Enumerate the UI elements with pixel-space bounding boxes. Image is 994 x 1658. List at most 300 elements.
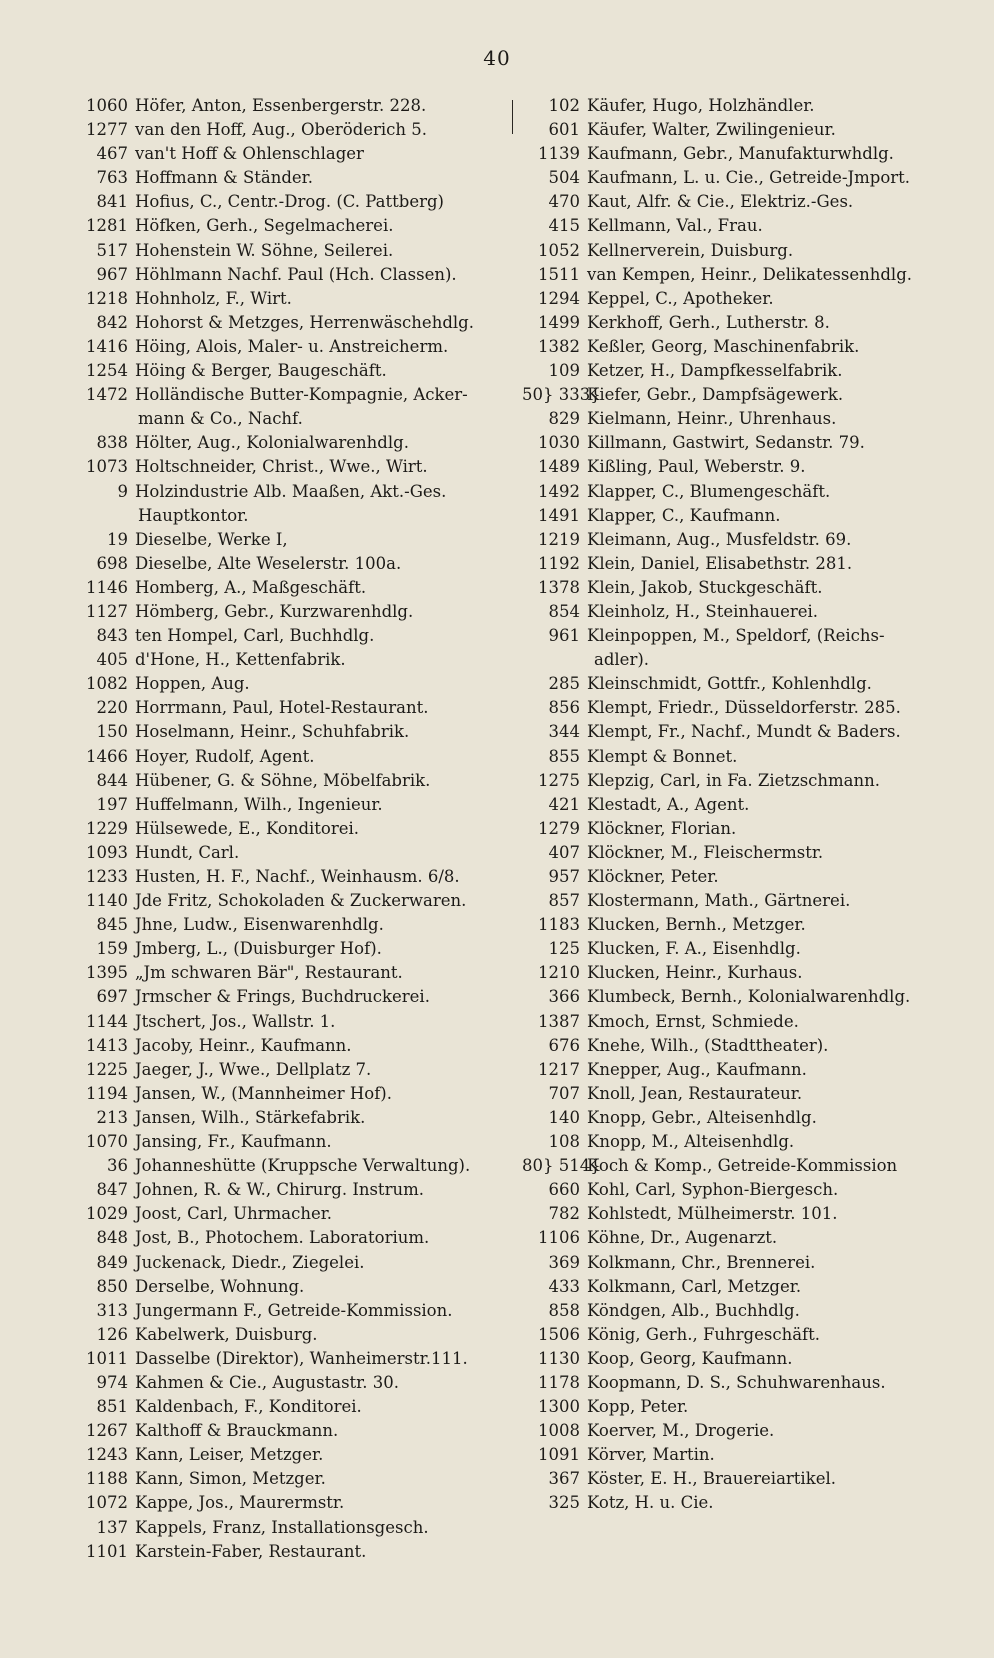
entry-number: 1217 — [538, 1059, 580, 1079]
directory-entry — [522, 1010, 972, 1034]
directory-entry — [66, 311, 526, 335]
entry-text: Kerkhoff, Gerh., Lutherstr. 8. — [587, 312, 830, 332]
directory-entry — [522, 528, 972, 552]
entry-number: 1093 — [86, 842, 128, 862]
entry-number: 697 — [96, 987, 128, 1007]
directory-entry — [66, 1540, 526, 1564]
directory-entry — [522, 985, 972, 1009]
directory-entry — [522, 504, 972, 528]
entry-number: 763 — [96, 168, 128, 188]
directory-entry — [522, 1106, 972, 1130]
entry-number: 325 — [548, 1493, 580, 1513]
entry-number: 1101 — [86, 1541, 128, 1561]
entry-number: 1277 — [86, 120, 128, 140]
entry-text: Koopmann, D. S., Schuhwarenhaus. — [587, 1372, 886, 1392]
entry-text: Kleinschmidt, Gottfr., Kohlenhdlg. — [587, 674, 872, 694]
entry-text: Klucken, Bernh., Metzger. — [587, 915, 806, 935]
directory-entry — [66, 1010, 526, 1034]
directory-entry — [66, 1178, 526, 1202]
entry-text: Kellnerverein, Duisburg. — [587, 240, 794, 260]
directory-entry — [522, 142, 972, 166]
entry-text: Dasselbe (Direktor), Wanheimerstr.111. — [135, 1348, 468, 1368]
directory-entry — [66, 480, 526, 504]
entry-text: Keppel, C., Apotheker. — [587, 288, 774, 308]
entry-number: 851 — [96, 1397, 128, 1417]
directory-entry — [522, 769, 972, 793]
entry-text: Höing, Alois, Maler- u. Anstreicherm. — [135, 336, 449, 356]
directory-entry — [522, 1275, 972, 1299]
directory-entry — [66, 1491, 526, 1515]
directory-entry — [66, 1443, 526, 1467]
directory-entry — [522, 841, 972, 865]
entry-number: 1275 — [538, 770, 580, 790]
directory-entry — [66, 239, 526, 263]
directory-entry — [522, 1226, 972, 1250]
entry-number: 1060 — [86, 96, 128, 115]
entry-number: 1030 — [538, 433, 580, 453]
directory-entry — [66, 648, 526, 672]
entry-text: Kleinholz, H., Steinhauerei. — [587, 601, 819, 621]
entry-number: 1416 — [86, 336, 128, 356]
directory-entry — [522, 648, 972, 672]
entry-text: Körver, Martin. — [587, 1445, 715, 1465]
entry-text: Koerver, M., Drogerie. — [587, 1421, 775, 1441]
entry-number: 855 — [548, 746, 580, 766]
page-number: 40 — [483, 46, 511, 70]
entry-text: d'Hone, H., Kettenfabrik. — [135, 650, 346, 670]
entry-number: 1294 — [538, 288, 580, 308]
entry-number: 1472 — [86, 385, 128, 405]
directory-entry — [66, 841, 526, 865]
entry-text: Käufer, Hugo, Holzhändler. — [587, 96, 815, 115]
entry-text: Hauptkontor. — [138, 505, 249, 525]
directory-entry — [522, 1395, 972, 1419]
directory-entry — [66, 263, 526, 287]
directory-entry — [522, 431, 972, 455]
entry-text: Klein, Jakob, Stuckgeschäft. — [587, 577, 823, 597]
entry-text: Horrmann, Paul, Hotel-Restaurant. — [135, 698, 429, 718]
entry-number: 109 — [548, 361, 580, 381]
entry-number: 601 — [548, 120, 580, 140]
directory-entry — [522, 696, 972, 720]
entry-text: Klumbeck, Bernh., Kolonialwarenhdlg. — [587, 987, 911, 1007]
entry-text: Höfer, Anton, Essenbergerstr. 228. — [135, 96, 427, 115]
directory-entry — [66, 1202, 526, 1226]
directory-entry — [522, 94, 972, 118]
directory-entry — [522, 455, 972, 479]
directory-entry — [66, 528, 526, 552]
directory-entry — [66, 672, 526, 696]
directory-entry — [66, 1082, 526, 1106]
directory-entry — [66, 720, 526, 744]
entry-number: 369 — [548, 1252, 580, 1272]
entry-text: Kaufmann, L. u. Cie., Getreide-Jmport. — [587, 168, 911, 188]
entry-number: 829 — [548, 409, 580, 429]
entry-number: 433 — [548, 1276, 580, 1296]
directory-entry — [66, 455, 526, 479]
entry-text: Johnen, R. & W., Chirurg. Instrum. — [135, 1180, 424, 1200]
entry-text: Hoppen, Aug. — [135, 674, 250, 694]
entry-text: Jungermann F., Getreide-Kommission. — [135, 1300, 453, 1320]
entry-number: 1082 — [86, 674, 128, 694]
entry-number: 1281 — [86, 216, 128, 236]
entry-text: Jhne, Ludw., Eisenwarenhdlg. — [135, 915, 384, 935]
entry-number: 698 — [96, 553, 128, 573]
entry-text: Klucken, F. A., Eisenhdlg. — [587, 939, 801, 959]
entry-text: Klapper, C., Kaufmann. — [587, 505, 781, 525]
entry-text: Derselbe, Wohnung. — [135, 1276, 305, 1296]
entry-number: 1183 — [538, 915, 580, 935]
directory-entry — [522, 1202, 972, 1226]
entry-number: 1140 — [86, 891, 128, 911]
entry-text: Kappels, Franz, Installationsgesch. — [135, 1517, 429, 1537]
directory-entry — [522, 1443, 972, 1467]
directory-entry — [66, 407, 526, 431]
directory-entry — [66, 1467, 526, 1491]
entry-text: Hoselmann, Heinr., Schuhfabrik. — [135, 722, 410, 742]
entry-text: Höhlmann Nachf. Paul (Hch. Classen). — [135, 264, 457, 284]
entry-text: Jaeger, J., Wwe., Dellplatz 7. — [135, 1059, 372, 1079]
directory-entry — [66, 1516, 526, 1540]
directory-entry — [66, 913, 526, 937]
entry-number: 858 — [548, 1300, 580, 1320]
entry-number: 36 — [107, 1156, 128, 1176]
entry-number: 1073 — [86, 457, 128, 477]
directory-entry — [522, 720, 972, 744]
directory-entry — [522, 1323, 972, 1347]
entry-number: 1267 — [86, 1421, 128, 1441]
directory-entry — [66, 865, 526, 889]
entry-text: van den Hoff, Aug., Oberöderich 5. — [135, 120, 428, 140]
entry-number: 126 — [96, 1324, 128, 1344]
directory-entry — [66, 335, 526, 359]
directory-entry — [522, 1178, 972, 1202]
directory-entry — [66, 889, 526, 913]
entry-text: Klostermann, Math., Gärtnerei. — [587, 891, 851, 911]
directory-entry — [66, 552, 526, 576]
directory-entry — [66, 431, 526, 455]
directory-entry — [522, 1299, 972, 1323]
entry-text: Klepzig, Carl, in Fa. Zietzschmann. — [587, 770, 881, 790]
entry-number: 1279 — [538, 818, 580, 838]
entry-text: Hohnholz, F., Wirt. — [135, 288, 292, 308]
directory-entry — [66, 937, 526, 961]
entry-number: 1225 — [86, 1059, 128, 1079]
entry-text: Höfken, Gerh., Segelmacherei. — [135, 216, 394, 236]
directory-entry — [66, 1251, 526, 1275]
entry-number: 1466 — [86, 746, 128, 766]
entry-number: 838 — [96, 433, 128, 453]
entry-number: 407 — [548, 842, 580, 862]
entry-text: Hohenstein W. Söhne, Seilerei. — [135, 240, 394, 260]
entry-text: Hohorst & Metzges, Herrenwäschehdlg. — [135, 312, 474, 332]
entry-text: Jde Fritz, Schokoladen & Zuckerwaren. — [135, 891, 467, 911]
entry-text: Klapper, C., Blumengeschäft. — [587, 481, 831, 501]
entry-text: Jtschert, Jos., Wallstr. 1. — [135, 1011, 336, 1031]
entry-number: 102 — [548, 96, 580, 115]
entry-number: 961 — [548, 626, 580, 646]
entry-text: Koch & Komp., Getreide-Kommission — [587, 1156, 898, 1176]
entry-number: 1091 — [538, 1445, 580, 1465]
entry-number: 854 — [548, 601, 580, 621]
directory-entry — [522, 576, 972, 600]
entry-number: 856 — [548, 698, 580, 718]
directory-entry — [522, 1154, 972, 1178]
entry-number: 504 — [548, 168, 580, 188]
left-column — [66, 94, 526, 1564]
directory-entry — [66, 985, 526, 1009]
directory-entry — [66, 1275, 526, 1299]
entry-number: 1011 — [86, 1348, 128, 1368]
entry-text: Kann, Simon, Metzger. — [135, 1469, 326, 1489]
entry-number: 1146 — [86, 577, 128, 597]
entry-number: 1499 — [538, 312, 580, 332]
directory-entry — [522, 865, 972, 889]
entry-text: Knoll, Jean, Restaurateur. — [587, 1083, 803, 1103]
directory-entry — [522, 239, 972, 263]
entry-text: Jansing, Fr., Kaufmann. — [135, 1132, 332, 1152]
entry-text: Holtschneider, Christ., Wwe., Wirt. — [135, 457, 428, 477]
entry-number: 844 — [96, 770, 128, 790]
entry-number: 159 — [96, 939, 128, 959]
directory-entry — [66, 1371, 526, 1395]
directory-entry — [522, 624, 972, 648]
directory-entry — [522, 672, 972, 696]
entry-number: 850 — [96, 1276, 128, 1296]
directory-entry — [66, 190, 526, 214]
entry-text: Klöckner, Peter. — [587, 867, 719, 886]
directory-entry — [66, 359, 526, 383]
entry-text: König, Gerh., Fuhrgeschäft. — [587, 1324, 821, 1344]
directory-entry — [66, 961, 526, 985]
entry-number: 1387 — [538, 1011, 580, 1031]
entry-number: 1029 — [86, 1204, 128, 1224]
entry-number: 137 — [96, 1517, 128, 1537]
entry-number: 213 — [96, 1107, 128, 1127]
entry-text: Kappe, Jos., Maurermstr. — [135, 1493, 345, 1513]
entry-text: Klempt & Bonnet. — [587, 746, 738, 766]
entry-text: Jansen, Wilh., Stärkefabrik. — [135, 1107, 366, 1127]
entry-text: Hofius, C., Centr.-Drog. (C. Pattberg) — [135, 192, 444, 212]
entry-text: Kopp, Peter. — [587, 1397, 689, 1417]
entry-number: 967 — [96, 264, 128, 284]
entry-number: 1218 — [86, 288, 128, 308]
entry-number: 220 — [96, 698, 128, 718]
entry-text: Klempt, Friedr., Düsseldorferstr. 285. — [587, 698, 901, 718]
entry-number: 1178 — [538, 1372, 580, 1392]
entry-text: Knopp, Gebr., Alteisenhdlg. — [587, 1107, 817, 1127]
directory-entry — [66, 1130, 526, 1154]
entry-number: 849 — [96, 1252, 128, 1272]
entry-number: 660 — [548, 1180, 580, 1200]
directory-entry — [66, 214, 526, 238]
entry-text: Kahmen & Cie., Augustastr. 30. — [135, 1372, 399, 1392]
entry-number: 1378 — [538, 577, 580, 597]
entry-number: 841 — [96, 192, 128, 212]
entry-number: 1188 — [86, 1469, 128, 1489]
entry-number: 108 — [548, 1132, 580, 1152]
entry-text: Kohl, Carl, Syphon-Biergesch. — [587, 1180, 839, 1200]
entry-text: Köndgen, Alb., Buchhdlg. — [587, 1300, 800, 1320]
entry-number: 150 — [96, 722, 128, 742]
entry-text: Ketzer, H., Dampfkesselfabrik. — [587, 361, 843, 381]
entry-text: Klestadt, A., Agent. — [587, 794, 750, 814]
entry-number: 1106 — [538, 1228, 580, 1248]
entry-text: Kleimann, Aug., Musfeldstr. 69. — [587, 529, 852, 549]
entry-text: Kiefer, Gebr., Dampfsägewerk. — [587, 385, 844, 405]
entry-number: 1506 — [538, 1324, 580, 1344]
entry-number: 845 — [96, 915, 128, 935]
directory-entry — [66, 1034, 526, 1058]
entry-text: Kalthoff & Brauckmann. — [135, 1421, 339, 1441]
entry-number: 1243 — [86, 1445, 128, 1465]
directory-entry — [66, 504, 526, 528]
entry-text: Kaufmann, Gebr., Manufakturwhdlg. — [587, 144, 894, 164]
entry-number: 847 — [96, 1180, 128, 1200]
directory-entry — [66, 1347, 526, 1371]
directory-entry — [66, 624, 526, 648]
entry-number: 344 — [548, 722, 580, 742]
directory-entry — [66, 383, 526, 407]
entry-text: Käufer, Walter, Zwilingenieur. — [587, 120, 836, 140]
entry-text: „Jm schwaren Bär", Restaurant. — [135, 963, 403, 983]
directory-entry — [522, 889, 972, 913]
entry-text: Dieselbe, Alte Weselerstr. 100a. — [135, 553, 402, 573]
entry-text: Killmann, Gastwirt, Sedanstr. 79. — [587, 433, 865, 453]
entry-text: adler). — [594, 650, 650, 670]
entry-text: Klöckner, Florian. — [587, 818, 737, 838]
entry-text: Kielmann, Heinr., Uhrenhaus. — [587, 409, 837, 429]
entry-text: Kohlstedt, Mülheimerstr. 101. — [587, 1204, 838, 1224]
entry-number: 470 — [548, 192, 580, 212]
entry-number: 1127 — [86, 601, 128, 621]
entry-text: Knopp, M., Alteisenhdlg. — [587, 1132, 795, 1152]
entry-text: Holländische Butter-Kompagnie, Acker- — [135, 385, 468, 405]
directory-entry — [522, 118, 972, 142]
entry-text: Husten, H. F., Nachf., Weinhausm. 6/8. — [135, 867, 460, 886]
directory-entry — [522, 383, 972, 407]
entry-number: 80} 514} — [522, 1156, 601, 1176]
directory-entry — [522, 1467, 972, 1491]
directory-entry — [66, 1395, 526, 1419]
entry-text: Hübener, G. & Söhne, Möbelfabrik. — [135, 770, 431, 790]
entry-text: Juckenack, Diedr., Ziegelei. — [135, 1252, 365, 1272]
entry-text: Hoyer, Rudolf, Agent. — [135, 746, 315, 766]
entry-text: ten Hompel, Carl, Buchhdlg. — [135, 626, 375, 646]
directory-entry — [522, 1082, 972, 1106]
entry-number: 1491 — [538, 505, 580, 525]
directory-entry — [522, 552, 972, 576]
entry-text: Knepper, Aug., Kaufmann. — [587, 1059, 807, 1079]
directory-entry — [522, 913, 972, 937]
entry-text: Köhne, Dr., Augenarzt. — [587, 1228, 778, 1248]
entry-number: 1070 — [86, 1132, 128, 1152]
directory-entry — [522, 311, 972, 335]
entry-text: Homberg, A., Maßgeschäft. — [135, 577, 367, 597]
entry-number: 415 — [548, 216, 580, 236]
directory-entry — [66, 94, 526, 118]
entry-text: Hülsewede, E., Konditorei. — [135, 818, 360, 838]
directory-entry — [66, 769, 526, 793]
entry-text: Kellmann, Val., Frau. — [587, 216, 763, 236]
directory-entry — [522, 214, 972, 238]
directory-entry — [66, 118, 526, 142]
entry-number: 1413 — [86, 1035, 128, 1055]
entry-number: 1300 — [538, 1397, 580, 1417]
entry-number: 50} 333} — [522, 385, 601, 405]
entry-number: 1194 — [86, 1083, 128, 1103]
entry-number: 9 — [117, 481, 128, 501]
directory-entry — [522, 817, 972, 841]
entry-number: 405 — [96, 650, 128, 670]
directory-entry — [522, 1130, 972, 1154]
entry-number: 517 — [96, 240, 128, 260]
directory-entry — [522, 1347, 972, 1371]
entry-number: 140 — [548, 1107, 580, 1127]
entry-number: 1511 — [538, 264, 580, 284]
directory-entry — [66, 600, 526, 624]
entry-number: 1072 — [86, 1493, 128, 1513]
directory-entry — [522, 480, 972, 504]
entry-number: 957 — [548, 867, 580, 886]
directory-entry — [66, 1154, 526, 1178]
entry-text: Huffelmann, Wilh., Ingenieur. — [135, 794, 383, 814]
entry-text: Jacoby, Heinr., Kaufmann. — [135, 1035, 352, 1055]
entry-text: Jmberg, L., (Duisburger Hof). — [135, 939, 382, 959]
directory-entry — [522, 793, 972, 817]
directory-entry — [522, 190, 972, 214]
entry-number: 857 — [548, 891, 580, 911]
directory-entry — [66, 576, 526, 600]
entry-number: 1008 — [538, 1421, 580, 1441]
directory-entry — [66, 166, 526, 190]
directory-entry — [522, 1371, 972, 1395]
entry-text: Dieselbe, Werke I, — [135, 529, 288, 549]
entry-number: 1489 — [538, 457, 580, 477]
directory-entry — [66, 287, 526, 311]
entry-number: 367 — [548, 1469, 580, 1489]
entry-text: Kotz, H. u. Cie. — [587, 1493, 714, 1513]
entry-text: Kann, Leiser, Metzger. — [135, 1445, 324, 1465]
directory-entry — [66, 696, 526, 720]
entry-text: Hundt, Carl. — [135, 842, 240, 862]
directory-entry — [522, 166, 972, 190]
entry-number: 848 — [96, 1228, 128, 1248]
entry-number: 1192 — [538, 553, 580, 573]
entry-number: 467 — [96, 144, 128, 164]
directory-entry — [522, 335, 972, 359]
entry-number: 676 — [548, 1035, 580, 1055]
directory-entry — [66, 1419, 526, 1443]
entry-number: 1492 — [538, 481, 580, 501]
directory-entry — [522, 937, 972, 961]
entry-text: Jost, B., Photochem. Laboratorium. — [135, 1228, 430, 1248]
directory-entry — [66, 1106, 526, 1130]
directory-entry — [66, 1299, 526, 1323]
entry-number: 366 — [548, 987, 580, 1007]
entry-number: 421 — [548, 794, 580, 814]
directory-entry — [66, 817, 526, 841]
entry-number: 1395 — [86, 963, 128, 983]
entry-text: mann & Co., Nachf. — [138, 409, 303, 429]
entry-text: Johanneshütte (Kruppsche Verwaltung). — [135, 1156, 471, 1176]
directory-entry — [66, 1226, 526, 1250]
entry-text: Hömberg, Gebr., Kurzwarenhdlg. — [135, 601, 414, 621]
directory-entry — [522, 1251, 972, 1275]
entry-text: Kolkmann, Chr., Brennerei. — [587, 1252, 816, 1272]
entry-text: Knehe, Wilh., (Stadttheater). — [587, 1035, 829, 1055]
entry-text: Kolkmann, Carl, Metzger. — [587, 1276, 802, 1296]
